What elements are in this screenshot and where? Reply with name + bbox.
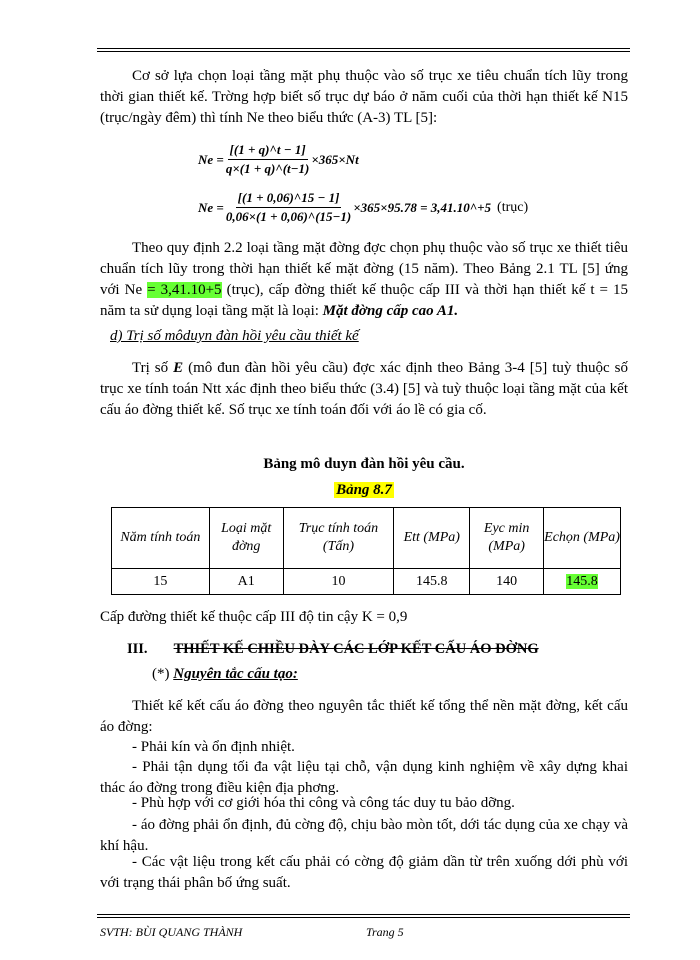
- header-rule-thin: [97, 51, 630, 52]
- principle-title: Nguyên tắc cấu tạo:: [173, 666, 298, 682]
- formula-ne-value: [198, 190, 528, 225]
- cell-echon-value: 145.8: [566, 573, 598, 589]
- formula-2-denominator: 0,06×(1 + 0,06)^(15−1): [225, 209, 352, 224]
- bullet-text: - Phải kín và ổn định nhiệt.: [132, 739, 295, 755]
- reliability-text: Cấp đường thiết kế thuộc cấp III độ tin cậy K = 0,9: [100, 609, 408, 625]
- cell-ett: 145.8: [394, 569, 470, 595]
- table-caption-text: Bảng 8.7: [336, 482, 392, 498]
- formula-1-denominator: q×(1 + q)^(t−1): [225, 161, 310, 176]
- table-caption: [100, 482, 628, 499]
- section-title: THIẾT KẾ CHIỀU DÀY CÁC LỚP KẾT CẤU ÁO ĐỜNG: [173, 641, 539, 657]
- bullet-text: - Phù hợp với cơ giới hóa thi công và công tác duy tu bảo dỡng.: [132, 795, 515, 811]
- paragraph-3-text: (mô đun đàn hồi yêu cầu) đợc xác định theo Bảng 3-4 [5] tuỳ thuộc số trục xe tính toán Ntt xác định theo biểu thức (3.4) [5] và tuỳ thuộc loại tầng mặt của kết cấu áo đờng thiết kế. Số trục xe tính toán đối với áo lề có gia cố.: [100, 360, 628, 418]
- formula-2-lhs: Ne =: [198, 199, 224, 215]
- header-ett: Ett (MPa): [394, 508, 470, 569]
- header-axle: Trục tính toán (Tấn): [283, 508, 394, 569]
- formula-2-numerator: [(1 + 0,06)^15 − 1]: [236, 190, 342, 208]
- paragraph-1-text: Cơ sở lựa chọn loại tầng mặt phụ thuộc vào số trục xe tiêu chuẩn tích lũy trong thời gian thiết kế. Trờng hợp biết số trục dự báo ở năm cuối của thời hạn thiết kế N15 (trục/ngày đêm) thì tính Ne theo biểu thức (A-3) TL [5]:: [100, 68, 628, 126]
- footer-author-text: SVTH: BÙI QUANG THÀNH: [100, 925, 243, 939]
- paragraph-3: [100, 358, 628, 421]
- header-rule: [97, 48, 630, 49]
- bullet-1: [100, 737, 628, 758]
- paragraph-2-text: Theo quy định 2.2 loại tầng mặt đờng đợc chọn phụ thuộc vào số trục xe thiết tiêu chuẩn tích lũy trong thời hạn thiết kế mặt đờng (15 năm). Theo Bảng 2.1 TL [5] ứng với Ne: [100, 240, 628, 298]
- footer-page-text: Trang 5: [366, 925, 404, 939]
- table-title-text: Bảng mô duyn đàn hồi yêu cầu.: [263, 456, 465, 472]
- paragraph-2: [100, 238, 628, 322]
- subheading-d: [110, 326, 630, 347]
- bullet-text: - áo đờng phải ổn định, đủ cờng độ, chịu bào mòn tốt, dới tác dụng của xe chạy và khí hậu.: [100, 817, 628, 854]
- header-eyc-min: Eyc min (MPa): [470, 508, 544, 569]
- footer-rule: [97, 914, 630, 915]
- formula-1-numerator: [(1 + q)^t − 1]: [228, 142, 308, 160]
- table-header-row: [112, 508, 621, 569]
- principle-heading: [152, 664, 622, 685]
- formula-2-rhs: ×365×95.78 = 3,41.10^+5: [353, 199, 492, 215]
- subheading-d-text: d) Trị số môduyn đàn hồi yêu cầu thiết kế: [110, 328, 359, 344]
- cell-axle: 10: [283, 569, 394, 595]
- ne-highlight: = 3,41.10+5: [147, 282, 222, 298]
- surface-type: Mặt đờng cấp cao A1.: [322, 303, 459, 319]
- paragraph-1: [100, 66, 628, 129]
- header-surface: Loại mặt đờng: [209, 508, 283, 569]
- formula-1-rhs: ×365×Nt: [311, 151, 359, 167]
- cell-echon: [544, 569, 621, 595]
- header-year: Năm tính toán: [112, 508, 210, 569]
- bullet-text: - Phải tận dụng tối đa vật liệu tại chỗ, vận dụng kinh nghiệm về xây dựng khai thác áo đờng trong điều kiện địa phơng.: [100, 759, 628, 796]
- paragraph-4: [100, 696, 628, 738]
- paragraph-2-text-cont: (trục), cấp đờng thiết kế thuộc cấp III và thời hạn thiết kế t = 15 năm ta sử dụng loại tầng mặt là loại:: [100, 282, 629, 319]
- bullet-3: [100, 793, 628, 814]
- footer-author: [100, 925, 242, 940]
- footer-rule-thin: [97, 917, 630, 918]
- formula-2-fraction: [226, 190, 351, 225]
- modulus-table: [111, 507, 621, 595]
- eyc-symbol: E: [173, 360, 184, 376]
- paragraph-4-text: Thiết kế kết cấu áo đờng theo nguyên tắc thiết kế tổng thể nền mặt đờng, kết cấu áo đờng:: [100, 698, 628, 735]
- footer-page: [366, 925, 404, 940]
- bullet-4: [100, 815, 628, 857]
- formula-2-unit: (trục): [497, 199, 529, 215]
- bullet-text: - Các vật liệu trong kết cấu phải có cờng độ giảm dần từ trên xuống dới phù với với trạng thái phân bố ứng suất.: [100, 854, 628, 891]
- bullet-5: [100, 852, 628, 894]
- section-number: III.: [127, 641, 148, 657]
- cell-surface: A1: [209, 569, 283, 595]
- table-row: [112, 569, 621, 595]
- formula-1-lhs: Ne =: [198, 151, 224, 167]
- principle-label: (*): [152, 666, 174, 682]
- cell-year: 15: [112, 569, 210, 595]
- paragraph-3-lead: Trị số: [132, 360, 174, 376]
- reliability-line: [100, 607, 628, 628]
- header-echon: Echọn (MPa): [544, 508, 621, 569]
- cell-eyc-min: 140: [470, 569, 544, 595]
- section-heading: [127, 641, 539, 658]
- table-title: [100, 456, 628, 473]
- formula-ne-general: [198, 142, 359, 177]
- formula-1-fraction: [226, 142, 310, 177]
